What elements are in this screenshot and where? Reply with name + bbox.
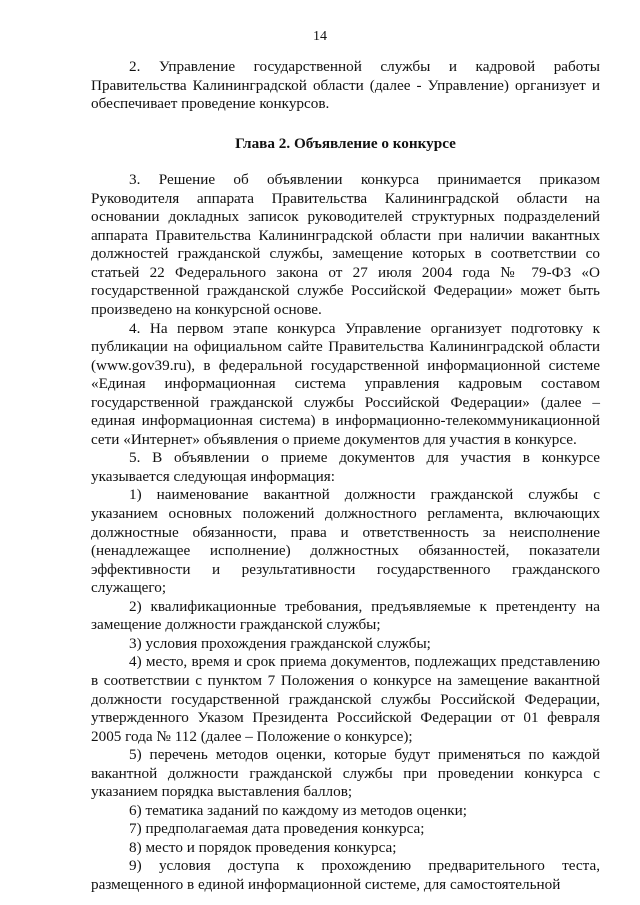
chapter-title: Глава 2. Объявление о конкурсе (235, 134, 456, 152)
list-item-9: 9) условия доступа к прохождению предварительного теста, размещенного в единой информационной системе, для самостоятельной (91, 857, 600, 893)
paragraph-3: 3. Решение об объявлении конкурса принимается приказом Руководителя аппарата Правительства Калининградской области на основании докладных записок руководителей структурных подразделений аппарата Правительства Калининградской области при наличии вакантных должностей гражданской службы, замещение которых в соответствии со статьей 22 Федерального закона от 27 июля 2004 года № 79-ФЗ «О государственной гражданской службе Российской Федерации» может быть произведено на конкурсной основе. (91, 171, 600, 319)
list-item-1: 1) наименование вакантной должности гражданской службы с указанием основных положений должностного регламента, включающих должностные обязанности, права и ответственность за неисполнение (ненадлежащее исполнение) должностных обязанностей, показатели эффективности и результативности государственного гражданского служащего; (91, 486, 600, 597)
list-item-8: 8) место и порядок проведения конкурса; (129, 838, 397, 856)
list-item-4: 4) место, время и срок приема документов, подлежащих представлению в соответствии с пунктом 7 Положения о конкурсе на замещение вакантной должности государственной гражданской службы Российской Федерации, утвержденного Указом Президента Российской Федерации от 01 февраля 2005 года № 112 (далее – Положение о конкурсе); (91, 653, 600, 745)
list-item-7: 7) предполагаемая дата проведения конкурса; (129, 820, 425, 838)
paragraph-2: 2. Управление государственной службы и кадровой работы Правительства Калининградской области (далее - Управление) организует и обеспечивает проведение конкурсов. (91, 58, 600, 113)
document-body (91, 58, 600, 895)
page-number: 14 (313, 29, 327, 44)
paragraph-5: 5. В объявлении о приеме документов для участия в конкурсе указывается следующая информация: (91, 449, 600, 485)
list-item-2: 2) квалификационные требования, предъявляемые к претенденту на замещение должности гражданской службы; (91, 597, 600, 634)
paragraph-4: 4. На первом этапе конкурса Управление организует подготовку к публикации на официальном сайте Правительства Калининградской области (www.gov39.ru), в федеральной государственной информационной системе «Единая информационная система управления кадровым составом государственной гражданской службы Российской Федерации» (далее – единая информационная система) в информационно-телекоммуникационной сети «Интернет» объявления о приеме документов для участия в конкурсе. (91, 319, 600, 448)
list-item-5: 5) перечень методов оценки, которые будут применяться по каждой вакантной должности гражданской службы при проведении конкурса с указанием порядка выставления баллов; (91, 746, 600, 801)
list-item-3: 3) условия прохождения гражданской службы; (129, 634, 431, 652)
list-item-6: 6) тематика заданий по каждому из методов оценки; (129, 801, 467, 819)
